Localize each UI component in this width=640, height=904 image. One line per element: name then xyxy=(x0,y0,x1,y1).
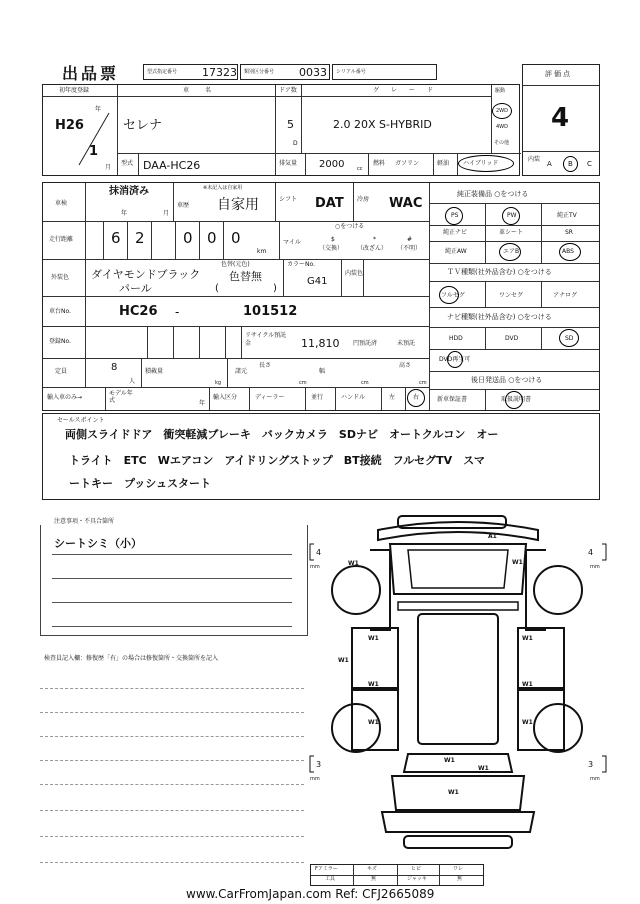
registration-year: H26 xyxy=(55,118,84,133)
legend-cell-1: 工具 xyxy=(325,876,336,882)
history-label: 車歴 xyxy=(177,202,190,209)
shift-label: シフト xyxy=(279,196,298,203)
tv-fullseg: フルセグ xyxy=(441,292,465,299)
color-code-value: G41 xyxy=(307,276,328,287)
equip-abs: ABS xyxy=(562,248,574,255)
mark-left-door-rear: W1 xyxy=(368,719,379,726)
mileage-digit-5: 0 xyxy=(231,229,241,247)
ac-label: 冷房 xyxy=(357,196,370,203)
navi-dvd: DVD xyxy=(505,335,519,342)
type-number-label: 型式指定番号 xyxy=(147,69,178,75)
model-year-label: モデル年式 xyxy=(109,390,133,404)
displacement-value: 2000 xyxy=(319,159,345,170)
drive-4wd: 4WD xyxy=(496,124,508,130)
mileage-opt-tampered-symbol: * xyxy=(373,236,376,243)
color-paren-close: ) xyxy=(273,283,277,294)
recycle-value: 11,810 xyxy=(301,337,340,350)
color-change-value: 色替無 xyxy=(229,270,262,283)
recycle-status: 未預託 xyxy=(397,340,416,347)
mark-front-left: W1 xyxy=(348,560,359,567)
model-value: DAA-HC26 xyxy=(143,159,201,172)
month-unit: 月 xyxy=(105,164,112,171)
class-number-value: 0033 xyxy=(299,66,327,79)
equip-leather: 革シート xyxy=(499,229,524,236)
height-label: 高さ xyxy=(399,362,412,369)
class-number-box xyxy=(240,64,330,80)
length-unit: cm xyxy=(299,380,307,386)
dvd-playback-circle xyxy=(447,351,463,368)
doors-label: ドア数 xyxy=(279,87,297,94)
capacity-value: 8 xyxy=(111,362,118,373)
doors-value: 5 xyxy=(287,118,294,131)
width-unit: cm xyxy=(361,380,369,386)
ac-value: WAC xyxy=(389,196,423,211)
score-box xyxy=(522,64,600,176)
mileage-digit-4: 0 xyxy=(207,229,217,247)
interior-b: B xyxy=(568,160,573,168)
page-title: 出品票 xyxy=(62,64,120,83)
navi-title: ナビ種類(社外品含む) ○をつける xyxy=(447,313,552,321)
equipment-title: 純正装備品 ○をつける xyxy=(457,190,529,198)
mark-right-door-front: W1 xyxy=(522,681,533,688)
color-change-label: 色替(元色) xyxy=(221,261,250,268)
score-label: 評価点 xyxy=(545,70,572,78)
recycle-unit: 円預託済 xyxy=(353,340,378,347)
mileage-digit-3: 0 xyxy=(183,229,193,247)
color-code-label: カラーNo. xyxy=(287,261,315,268)
navi-sd: SD xyxy=(565,335,574,342)
sales-points-line-3: ートキー プッシュスタート xyxy=(69,477,212,490)
fuel-label: 燃料 xyxy=(373,160,386,167)
chassis-prefix: HC26 xyxy=(119,304,158,319)
drive-2wd-circle xyxy=(492,103,512,119)
dvd-playback: DVD再生可 xyxy=(439,356,471,363)
class-number-label: 類別区分番号 xyxy=(244,69,275,75)
interior-a: A xyxy=(547,160,552,168)
tire-front-right-depth: 4 xyxy=(588,548,594,557)
spec-box xyxy=(42,182,600,411)
mileage-opt-unknown: （不明） xyxy=(397,245,422,252)
equip-sr: SR xyxy=(565,229,573,236)
tire-front-left-depth: 4 xyxy=(316,548,322,557)
navi-sd-circle xyxy=(559,329,579,347)
fuel-hybrid: ハイブリッド xyxy=(463,160,499,167)
sales-points-label: セールスポイント xyxy=(57,417,105,424)
width-label: 幅 xyxy=(319,368,326,375)
later-title: 後日発送品 ○をつける xyxy=(471,376,543,384)
chassis-number: 101512 xyxy=(243,304,298,319)
drive-label: 駆動 xyxy=(495,88,506,94)
mileage-mile-label: マイル xyxy=(283,239,301,246)
model-year-unit: 年 xyxy=(199,400,206,407)
legend-header-1: Fアミラー xyxy=(315,866,338,872)
equip-ps: PS xyxy=(451,212,459,219)
tv-fullseg-circle xyxy=(439,286,459,304)
mark-left-side: W1 xyxy=(338,657,349,664)
vehicle-inspection-label: 車検 xyxy=(55,200,68,207)
tv-oneseg: ワンセグ xyxy=(499,292,524,299)
import-parallel: 並行 xyxy=(311,394,324,401)
legend-header-2: キズ xyxy=(367,866,377,872)
tire-rr-unit: mm xyxy=(590,776,600,782)
handle-left: 左 xyxy=(389,394,396,401)
color-label: 外装色 xyxy=(51,274,70,281)
tire-fr-unit: mm xyxy=(590,564,600,570)
legend-cell-3: ジャッキ xyxy=(407,876,427,882)
mileage-digit-2: 2 xyxy=(135,229,145,247)
legend-table xyxy=(310,864,484,886)
tire-rear-right-depth: 3 xyxy=(588,760,594,769)
mileage-mark-note: ○をつける xyxy=(335,223,365,230)
inspector-label: 検査員記入欄：修復歴「有」の場合は修復箇所・交換箇所を記入 xyxy=(44,655,219,662)
tv-title: ＴＶ種類(社外品含む) ○をつける xyxy=(447,268,552,276)
sales-points-box xyxy=(42,413,600,500)
notes-line-1: シートシミ（小） xyxy=(54,537,142,550)
displacement-unit: cc xyxy=(357,166,363,172)
history-note: ※未記入は自家用 xyxy=(203,185,243,191)
recycle-label: リサイクル預託金 xyxy=(245,332,287,347)
fuel-gasoline: ガソリン xyxy=(395,160,420,167)
registration-number-label: 登録No. xyxy=(49,338,71,345)
serial-number-label: シリアル番号 xyxy=(336,69,366,75)
mark-front-right: W1 xyxy=(512,559,523,566)
dims-label: 諸元 xyxy=(235,368,248,375)
interior-color-label: 内装色 xyxy=(345,270,364,277)
drive-2wd: 2WD xyxy=(496,108,508,114)
fuel-diesel: 軽油 xyxy=(437,160,450,167)
height-unit: cm xyxy=(419,380,427,386)
later-manual-circle xyxy=(505,391,523,409)
type-number-box xyxy=(143,64,238,80)
mileage-digit-1: 6 xyxy=(111,229,121,247)
year-unit: 年 xyxy=(95,106,102,113)
grade-value: 2.0 20X S-HYBRID xyxy=(333,118,432,131)
mileage-opt-tampered: （改ざん） xyxy=(357,245,388,252)
chassis-dash: - xyxy=(175,305,180,319)
color-value-1: ダイヤモンドブラック xyxy=(91,268,201,281)
interior-label: 内装 xyxy=(528,156,541,163)
serial-number-box xyxy=(332,64,437,80)
handle-right: 右 xyxy=(413,394,420,401)
shift-value: DAT xyxy=(315,196,344,211)
doors-suffix: D xyxy=(293,140,298,147)
mark-left-fender: W1 xyxy=(368,635,379,642)
load-unit: kg xyxy=(215,380,222,386)
drive-other: その他 xyxy=(494,140,510,146)
mileage-opt-unknown-symbol: # xyxy=(407,236,413,243)
mark-right-door-rear: W1 xyxy=(522,719,533,726)
mileage-label: 走行距離 xyxy=(49,236,74,243)
equip-navi: 純正ナビ xyxy=(443,229,468,236)
length-label: 長さ xyxy=(259,362,272,369)
mark-rear-quarter: W1 xyxy=(478,765,489,772)
capacity-unit: 人 xyxy=(129,378,136,385)
car-info-box xyxy=(42,84,520,176)
sales-points-line-2: トライト ETC Wエアコン アイドリングストップ BT接続 フルセグTV スマ xyxy=(69,454,485,467)
equip-airbag: エアB xyxy=(503,248,520,255)
handle-right-circle xyxy=(407,389,425,407)
type-number-value: 17323 xyxy=(202,66,237,79)
car-diagram xyxy=(308,510,608,860)
interior-c: C xyxy=(587,160,592,168)
displacement-label: 排気量 xyxy=(279,160,298,167)
car-name: セレナ xyxy=(123,118,163,133)
import-dealer: ディーラー xyxy=(255,394,285,401)
legend-header-3: ヒビ xyxy=(411,866,422,872)
equip-abs-circle xyxy=(559,243,581,261)
inspection-year-unit: 年 xyxy=(121,210,128,217)
registration-month: 1 xyxy=(89,144,99,159)
sales-points-line-1: 両側スライドドア 衝突軽減ブレーキ バックカメラ SDナビ オートクルコン オー xyxy=(65,428,499,441)
interior-b-circle xyxy=(563,156,578,172)
car-name-label: 車名 xyxy=(183,87,228,94)
handle-label: ハンドル xyxy=(341,394,366,401)
later-warranty: 新車保証書 xyxy=(437,396,468,403)
mark-left-door-front: W1 xyxy=(368,681,379,688)
mark-front-bumper: A1 xyxy=(488,533,497,540)
import-kind-label: 輸入区分 xyxy=(213,394,238,401)
score-value: 4 xyxy=(551,103,570,133)
import-label: 輸入車のみ→ xyxy=(47,394,83,401)
tv-analog: アナログ xyxy=(553,292,578,299)
mark-right-fender: W1 xyxy=(522,635,533,642)
color-paren-open: ( xyxy=(215,283,219,294)
footer-watermark: www.CarFromJapan.com Ref: CFJ2665089 xyxy=(186,887,435,901)
equip-tv: 純正TV xyxy=(557,212,577,219)
load-label: 積載量 xyxy=(145,368,164,375)
mark-rear-hatch: W1 xyxy=(444,757,455,764)
notes-label: 注意事項・不具合箇所 xyxy=(54,518,115,525)
later-manual: 取扱説明書 xyxy=(501,396,532,403)
equip-aw: 純正AW xyxy=(445,248,467,255)
legend-cell-2: 無 xyxy=(371,876,377,882)
equip-pw-circle xyxy=(502,207,520,225)
tire-rl-unit: mm xyxy=(310,776,320,782)
model-label: 型式 xyxy=(121,160,134,167)
equip-pw: PW xyxy=(507,212,517,219)
registration-label: 初年度登録 xyxy=(59,87,90,94)
mark-rear-bumper: W1 xyxy=(448,789,459,796)
navi-hdd: HDD xyxy=(449,335,463,342)
vehicle-inspection-value: 抹消済み xyxy=(109,186,149,197)
inspection-month-unit: 月 xyxy=(163,210,170,217)
history-value: 自家用 xyxy=(217,197,259,213)
color-value-2: パール xyxy=(119,282,152,295)
mileage-opt-exchange: （交換） xyxy=(319,245,344,252)
tire-rear-left-depth: 3 xyxy=(316,760,322,769)
mileage-unit: km xyxy=(257,248,267,255)
mileage-opt-exchange-symbol: $ xyxy=(331,236,335,243)
grade-label: グレード xyxy=(373,87,446,94)
equip-airbag-circle xyxy=(499,243,521,261)
fuel-hybrid-circle xyxy=(458,155,514,172)
capacity-label: 定員 xyxy=(55,368,68,375)
registration-slash xyxy=(73,106,113,169)
chassis-label: 車台No. xyxy=(49,308,71,315)
tire-fl-unit: mm xyxy=(310,564,320,570)
legend-header-4: ワレ xyxy=(453,866,464,872)
legend-cell-4: 無 xyxy=(457,876,463,882)
equip-ps-circle xyxy=(445,207,463,225)
